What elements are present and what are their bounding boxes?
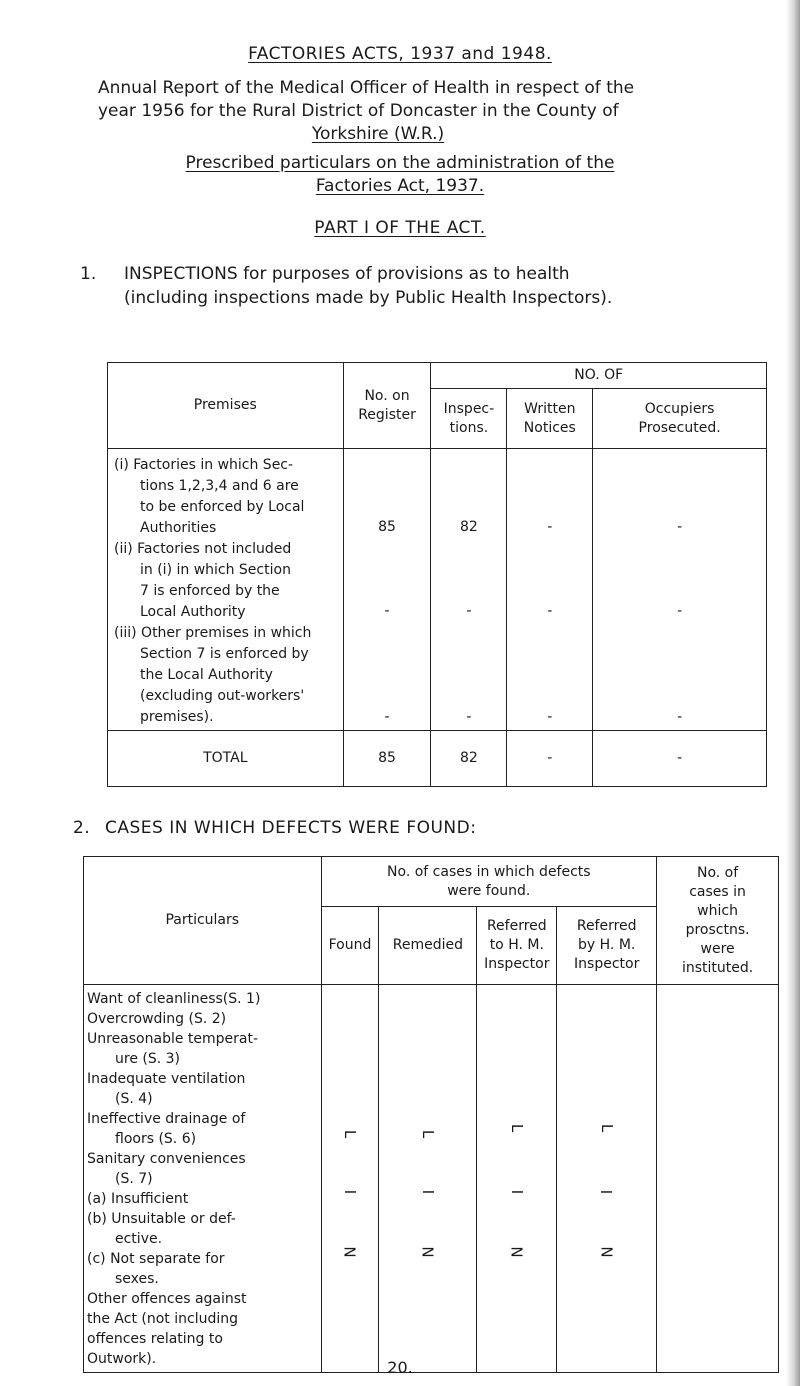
- register-row-ii: -: [384, 603, 390, 619]
- nil-letter: L: [597, 1123, 616, 1133]
- referred-by-column: [557, 985, 657, 1373]
- nil-letter: L: [418, 1129, 437, 1139]
- inspections-row-iii: -: [466, 709, 472, 725]
- header-inspections: Inspec- tions.: [431, 389, 507, 449]
- notices-row-iii: -: [547, 709, 553, 725]
- header-remedied: Remedied: [379, 907, 477, 985]
- notices-row-ii: -: [547, 603, 553, 619]
- report-intro: [98, 77, 698, 146]
- header-referred-by: Referred by H. M. Inspector: [557, 907, 657, 985]
- header-found: Found: [321, 907, 379, 985]
- total-notices: -: [507, 731, 593, 787]
- section-number: 2.: [73, 818, 91, 838]
- prescribed-line: Prescribed particulars on the administration of the: [185, 153, 615, 173]
- occupiers-row-iii: -: [677, 709, 683, 725]
- part-heading-text: PART I OF THE ACT.: [314, 218, 486, 238]
- occupiers-row-ii: -: [677, 603, 683, 619]
- section-2-heading: [73, 818, 476, 838]
- register-row-i: 85: [378, 519, 396, 535]
- header-premises: Premises: [108, 363, 344, 449]
- particular-item: Ineffective drainage of: [87, 1111, 246, 1127]
- document-title: FACTORIES ACTS, 1937 and 1948.: [248, 44, 552, 64]
- defects-table: [83, 856, 779, 1373]
- particular-item: Other offences against: [87, 1291, 247, 1307]
- intro-line: Yorkshire (W.R.): [311, 124, 445, 144]
- inspections-row-ii: -: [466, 603, 472, 619]
- total-inspections: 82: [431, 731, 507, 787]
- register-row-iii: -: [384, 709, 390, 725]
- particular-item: ure (S. 3): [115, 1051, 181, 1067]
- particular-item: (S. 4): [115, 1091, 153, 1107]
- particular-item: offences relating to: [87, 1331, 223, 1347]
- section-1-heading: [80, 262, 760, 310]
- remedied-column: [379, 985, 477, 1373]
- notices-row-i: -: [547, 519, 553, 535]
- header-no-of: NO. OF: [431, 363, 767, 389]
- premises-row-iii: (iii) Other premises in which Section 7 is enforced by the Local Authority (excluding out-workers' premises).: [114, 625, 312, 725]
- particulars-list: [84, 985, 322, 1373]
- header-occupiers-prosecuted: Occupiers Prosecuted.: [593, 389, 767, 449]
- occupiers-row-i: -: [677, 519, 683, 535]
- referred-to-column: [477, 985, 557, 1373]
- section-1-line: (including inspections made by Public Health Inspectors).: [124, 288, 613, 308]
- occupiers-column: [593, 449, 767, 731]
- premises-list: [108, 449, 344, 731]
- particular-item: (a) Insufficient: [87, 1191, 189, 1207]
- inspections-table: [107, 362, 767, 787]
- section-2-title: CASES IN WHICH DEFECTS WERE FOUND:: [105, 818, 477, 838]
- nil-letter: I: [597, 1189, 616, 1195]
- notices-column: [507, 449, 593, 731]
- particular-item: the Act (not including: [87, 1311, 238, 1327]
- intro-line: Annual Report of the Medical Officer of Health in respect of the: [98, 78, 635, 98]
- nil-letter: L: [340, 1129, 359, 1139]
- nil-letter: N: [340, 1246, 359, 1258]
- particular-item: ective.: [115, 1231, 163, 1247]
- header-referred-to: Referred to H. M. Inspector: [477, 907, 557, 985]
- part-heading: [0, 218, 800, 238]
- premises-row-i: (i) Factories in which Sec- tions 1,2,3,4 and 6 are to be enforced by Local Authorities: [114, 457, 305, 536]
- header-no-on-register: No. on Register: [343, 363, 431, 449]
- header-written-notices: Written Notices: [507, 389, 593, 449]
- particular-item: Outwork).: [87, 1351, 157, 1367]
- register-column: [343, 449, 431, 731]
- particular-item: Overcrowding (S. 2): [87, 1011, 227, 1027]
- total-occupiers: -: [593, 731, 767, 787]
- nil-letter: I: [340, 1189, 359, 1195]
- inspections-row-i: 82: [460, 519, 478, 535]
- page-number: 20.: [387, 1358, 413, 1377]
- particular-item: (S. 7): [115, 1171, 153, 1187]
- particular-item: (c) Not separate for: [87, 1251, 225, 1267]
- prescribed-heading: [0, 152, 800, 198]
- particular-item: Want of cleanliness(S. 1): [87, 991, 261, 1007]
- nil-letter: I: [418, 1189, 437, 1195]
- intro-line: year 1956 for the Rural District of Doncaster in the County of: [98, 101, 619, 121]
- nil-letter: N: [597, 1246, 616, 1258]
- nil-letter: N: [418, 1246, 437, 1258]
- particular-item: Sanitary conveniences: [87, 1151, 246, 1167]
- prosecutions-column: [657, 985, 779, 1373]
- particular-item: (b) Unsuitable or def-: [87, 1211, 236, 1227]
- header-particulars: Particulars: [84, 857, 322, 985]
- particular-item: sexes.: [115, 1271, 159, 1287]
- premises-row-ii: (ii) Factories not included in (i) in which Section 7 is enforced by the Local Authority: [114, 541, 292, 620]
- nil-letter: N: [507, 1246, 526, 1258]
- total-label: TOTAL: [108, 731, 344, 787]
- particular-item: floors (S. 6): [115, 1131, 197, 1147]
- inspections-column: [431, 449, 507, 731]
- prescribed-line: Factories Act, 1937.: [315, 176, 485, 196]
- particular-item: Unreasonable temperat-: [87, 1031, 259, 1047]
- nil-letter: I: [507, 1189, 526, 1195]
- found-column: [321, 985, 379, 1373]
- nil-letter: L: [507, 1123, 526, 1133]
- header-defects-group: No. of cases in which defects were found.: [321, 857, 657, 907]
- section-1-line: INSPECTIONS for purposes of provisions as to health: [124, 264, 570, 284]
- page-edge-shadow: [786, 0, 800, 1386]
- header-prosecutions: No. of cases in which prosctns. were instituted.: [657, 857, 779, 985]
- particular-item: Inadequate ventilation: [87, 1071, 246, 1087]
- total-register: 85: [343, 731, 431, 787]
- section-number: 1.: [80, 264, 97, 284]
